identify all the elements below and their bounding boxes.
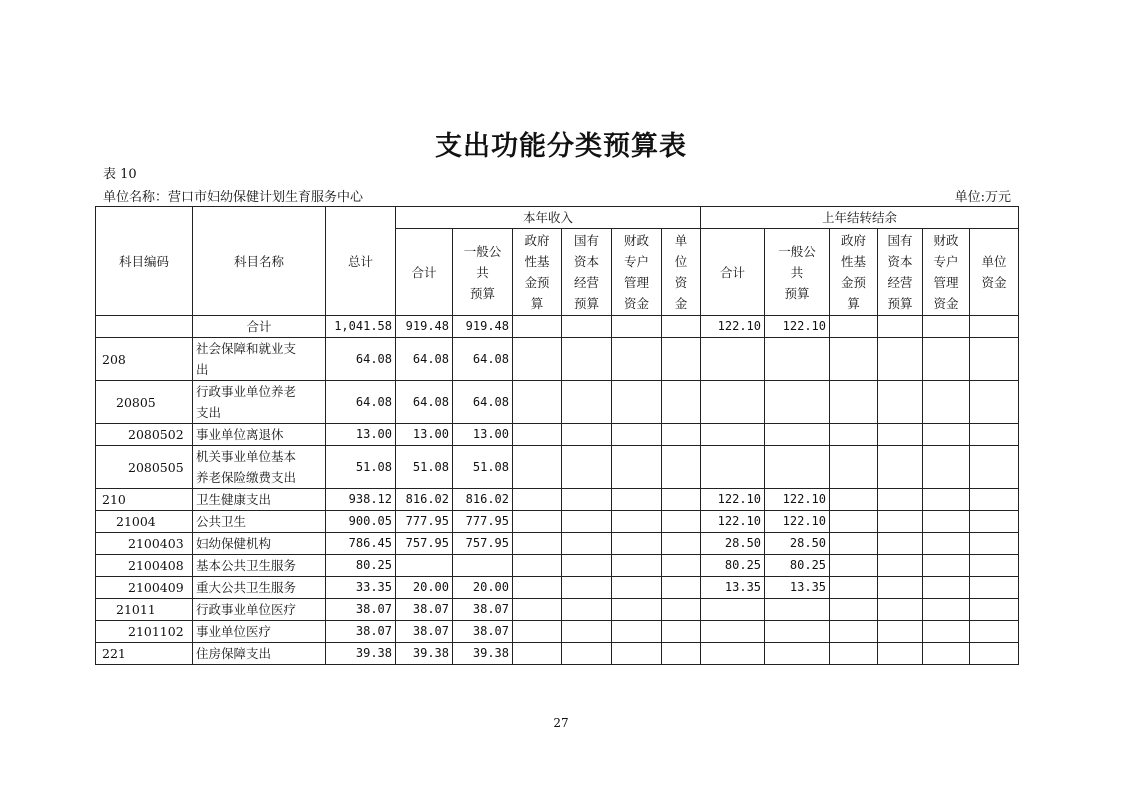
row-cell: 38.07 [326, 599, 396, 621]
row-cell [562, 599, 612, 621]
row-code: 2080502 [96, 424, 193, 446]
row-cell [878, 424, 923, 446]
carryover-sub-header-5: 单位 资金 [970, 229, 1019, 316]
row-cell: 38.07 [453, 621, 513, 643]
row-cell [923, 338, 970, 381]
table-row [96, 599, 1019, 621]
row-cell [513, 446, 562, 489]
row-cell [923, 621, 970, 643]
row-cell [970, 381, 1019, 424]
table-row [96, 643, 1019, 665]
row-cell [970, 316, 1019, 338]
row-cell [662, 424, 701, 446]
row-cell [765, 446, 830, 489]
row-cell [513, 533, 562, 555]
income-sub-header-1: 一般公 共 预算 [453, 229, 513, 316]
row-cell: 64.08 [453, 381, 513, 424]
row-cell: 919.48 [453, 316, 513, 338]
row-cell: 38.07 [326, 621, 396, 643]
row-cell [830, 316, 878, 338]
income-sub-header-0: 合计 [396, 229, 453, 316]
row-cell [662, 599, 701, 621]
carryover-sub-header-2: 政府 性基 金预 算 [830, 229, 878, 316]
row-cell [513, 643, 562, 665]
row-name: 重大公共卫生服务 [193, 577, 326, 599]
row-cell [830, 424, 878, 446]
row-cell: 122.10 [701, 316, 765, 338]
row-cell [612, 643, 662, 665]
row-cell [765, 621, 830, 643]
row-cell [830, 381, 878, 424]
row-cell [513, 338, 562, 381]
row-cell [923, 381, 970, 424]
row-cell: 13.35 [701, 577, 765, 599]
table-body [96, 316, 1019, 665]
row-cell [513, 599, 562, 621]
table-row [96, 381, 1019, 424]
row-cell [562, 533, 612, 555]
row-cell [878, 621, 923, 643]
table-number: 表 10 [103, 167, 137, 182]
row-cell [923, 316, 970, 338]
row-cell [765, 599, 830, 621]
carryover-sub-header-1: 一般公 共 预算 [765, 229, 830, 316]
row-cell [923, 424, 970, 446]
row-cell [662, 381, 701, 424]
page-number: 27 [553, 716, 569, 730]
row-cell: 13.00 [326, 424, 396, 446]
row-cell: 80.25 [701, 555, 765, 577]
row-cell: 80.25 [765, 555, 830, 577]
row-cell [970, 577, 1019, 599]
row-cell [562, 446, 612, 489]
row-cell [513, 577, 562, 599]
row-cell [701, 424, 765, 446]
row-cell: 122.10 [765, 316, 830, 338]
row-code [96, 316, 193, 338]
row-cell [970, 533, 1019, 555]
income-sub-header-4: 财政 专户 管理 资金 [612, 229, 662, 316]
carryover-sub-header-0: 合计 [701, 229, 765, 316]
row-cell: 757.95 [396, 533, 453, 555]
row-cell [562, 511, 612, 533]
row-cell: 38.07 [396, 599, 453, 621]
row-cell [923, 489, 970, 511]
row-cell [612, 446, 662, 489]
table-row [96, 555, 1019, 577]
row-cell [878, 555, 923, 577]
row-cell [970, 489, 1019, 511]
income-sub-header-5: 单 位 资 金 [662, 229, 701, 316]
row-cell [878, 338, 923, 381]
row-cell [970, 599, 1019, 621]
row-cell [923, 446, 970, 489]
row-cell: 757.95 [453, 533, 513, 555]
row-cell [830, 599, 878, 621]
row-cell [765, 643, 830, 665]
row-cell [513, 621, 562, 643]
row-cell: 39.38 [453, 643, 513, 665]
row-cell [970, 555, 1019, 577]
table-row [96, 316, 1019, 338]
row-cell [562, 577, 612, 599]
table-row [96, 533, 1019, 555]
row-cell [878, 643, 923, 665]
row-cell [513, 316, 562, 338]
row-cell: 20.00 [396, 577, 453, 599]
unit-name: 单位名称：营口市妇幼保健计划生育服务中心 [103, 190, 364, 205]
row-cell [562, 424, 612, 446]
row-cell [701, 381, 765, 424]
table-header [96, 207, 1019, 316]
header-current-income: 本年收入 [396, 207, 701, 229]
row-cell [701, 621, 765, 643]
row-cell [562, 489, 612, 511]
table-row [96, 621, 1019, 643]
row-code: 2100403 [96, 533, 193, 555]
row-code: 2100408 [96, 555, 193, 577]
row-cell [453, 555, 513, 577]
row-cell [701, 643, 765, 665]
row-cell [612, 381, 662, 424]
row-cell [662, 338, 701, 381]
row-cell: 51.08 [453, 446, 513, 489]
row-cell [923, 533, 970, 555]
header-total: 总计 [326, 207, 396, 316]
row-cell [662, 316, 701, 338]
row-cell [830, 489, 878, 511]
row-cell [970, 424, 1019, 446]
header-name: 科目名称 [193, 207, 326, 316]
row-cell [662, 621, 701, 643]
row-cell [612, 489, 662, 511]
row-cell [830, 555, 878, 577]
header-code: 科目编码 [96, 207, 193, 316]
row-cell [878, 489, 923, 511]
row-cell: 122.10 [765, 489, 830, 511]
row-cell: 919.48 [396, 316, 453, 338]
row-cell [612, 577, 662, 599]
row-cell [970, 446, 1019, 489]
row-cell [612, 599, 662, 621]
row-code: 2101102 [96, 621, 193, 643]
row-cell: 64.08 [453, 338, 513, 381]
table-row [96, 489, 1019, 511]
row-cell: 39.38 [396, 643, 453, 665]
row-cell [765, 338, 830, 381]
row-cell: 64.08 [396, 338, 453, 381]
budget-table [95, 206, 1019, 665]
row-cell [923, 643, 970, 665]
row-code: 210 [96, 489, 193, 511]
row-cell [923, 577, 970, 599]
row-cell [513, 555, 562, 577]
table-row [96, 446, 1019, 489]
row-cell [612, 316, 662, 338]
row-cell: 816.02 [396, 489, 453, 511]
unit-label: 单位:万元 [954, 190, 1011, 205]
row-code: 221 [96, 643, 193, 665]
row-cell: 900.05 [326, 511, 396, 533]
row-name: 行政事业单位养老 支出 [193, 381, 326, 424]
row-name: 公共卫生 [193, 511, 326, 533]
row-cell [878, 599, 923, 621]
row-cell [701, 446, 765, 489]
row-cell [662, 446, 701, 489]
row-cell: 80.25 [326, 555, 396, 577]
row-cell [923, 511, 970, 533]
row-cell [701, 599, 765, 621]
row-cell: 64.08 [326, 338, 396, 381]
row-cell: 1,041.58 [326, 316, 396, 338]
row-cell [612, 533, 662, 555]
row-cell [830, 643, 878, 665]
row-cell [878, 381, 923, 424]
row-cell: 33.35 [326, 577, 396, 599]
row-code: 2100409 [96, 577, 193, 599]
row-cell [878, 577, 923, 599]
row-cell [562, 381, 612, 424]
row-cell [970, 621, 1019, 643]
table-row [96, 424, 1019, 446]
row-name: 卫生健康支出 [193, 489, 326, 511]
row-cell: 39.38 [326, 643, 396, 665]
row-name: 住房保障支出 [193, 643, 326, 665]
row-cell [562, 643, 612, 665]
row-cell: 13.35 [765, 577, 830, 599]
row-cell: 777.95 [396, 511, 453, 533]
row-cell [878, 533, 923, 555]
row-name: 机关事业单位基本 养老保险缴费支出 [193, 446, 326, 489]
page-title: 支出功能分类预算表 [435, 131, 687, 162]
row-cell [765, 381, 830, 424]
row-cell [878, 316, 923, 338]
row-name: 事业单位离退休 [193, 424, 326, 446]
table-row [96, 338, 1019, 381]
row-cell [612, 555, 662, 577]
row-cell [562, 338, 612, 381]
row-cell: 786.45 [326, 533, 396, 555]
row-cell [830, 621, 878, 643]
row-cell [396, 555, 453, 577]
row-cell: 64.08 [326, 381, 396, 424]
row-cell [878, 511, 923, 533]
carryover-sub-header-4: 财政 专户 管理 资金 [923, 229, 970, 316]
row-cell: 51.08 [396, 446, 453, 489]
row-cell [612, 621, 662, 643]
row-cell [562, 621, 612, 643]
row-name: 基本公共卫生服务 [193, 555, 326, 577]
row-code: 21004 [96, 511, 193, 533]
row-name: 妇幼保健机构 [193, 533, 326, 555]
row-cell [923, 555, 970, 577]
row-cell: 938.12 [326, 489, 396, 511]
row-name: 事业单位医疗 [193, 621, 326, 643]
row-cell [562, 555, 612, 577]
row-cell: 122.10 [701, 489, 765, 511]
income-sub-header-3: 国有 资本 经营 预算 [562, 229, 612, 316]
row-cell [830, 533, 878, 555]
row-cell [970, 338, 1019, 381]
row-cell: 28.50 [701, 533, 765, 555]
row-cell [513, 424, 562, 446]
row-cell [970, 643, 1019, 665]
row-cell [612, 424, 662, 446]
carryover-sub-header-3: 国有 资本 经营 预算 [878, 229, 923, 316]
income-sub-header-2: 政府 性基 金预 算 [513, 229, 562, 316]
row-name: 合计 [193, 316, 326, 338]
row-cell: 13.00 [396, 424, 453, 446]
row-cell: 64.08 [396, 381, 453, 424]
row-cell: 777.95 [453, 511, 513, 533]
row-cell [612, 338, 662, 381]
row-cell [513, 511, 562, 533]
row-code: 2080505 [96, 446, 193, 489]
row-cell [662, 533, 701, 555]
row-cell: 51.08 [326, 446, 396, 489]
row-cell [830, 446, 878, 489]
row-cell [562, 316, 612, 338]
row-cell: 13.00 [453, 424, 513, 446]
table-row [96, 577, 1019, 599]
row-cell [923, 599, 970, 621]
row-cell [970, 511, 1019, 533]
row-cell [765, 424, 830, 446]
row-cell: 122.10 [765, 511, 830, 533]
row-cell [701, 338, 765, 381]
row-cell [830, 338, 878, 381]
row-cell [513, 489, 562, 511]
row-cell: 38.07 [396, 621, 453, 643]
table-row [96, 511, 1019, 533]
row-cell: 816.02 [453, 489, 513, 511]
row-cell [513, 381, 562, 424]
row-cell [662, 489, 701, 511]
row-cell [662, 555, 701, 577]
row-cell [830, 511, 878, 533]
row-cell [662, 577, 701, 599]
row-cell: 38.07 [453, 599, 513, 621]
row-cell [830, 577, 878, 599]
row-cell: 20.00 [453, 577, 513, 599]
row-code: 20805 [96, 381, 193, 424]
row-code: 21011 [96, 599, 193, 621]
row-cell [612, 511, 662, 533]
row-cell [662, 643, 701, 665]
row-name: 社会保障和就业支 出 [193, 338, 326, 381]
header-carryover: 上年结转结余 [701, 207, 1019, 229]
row-cell [662, 511, 701, 533]
row-name: 行政事业单位医疗 [193, 599, 326, 621]
row-cell: 122.10 [701, 511, 765, 533]
row-code: 208 [96, 338, 193, 381]
row-cell: 28.50 [765, 533, 830, 555]
row-cell [878, 446, 923, 489]
